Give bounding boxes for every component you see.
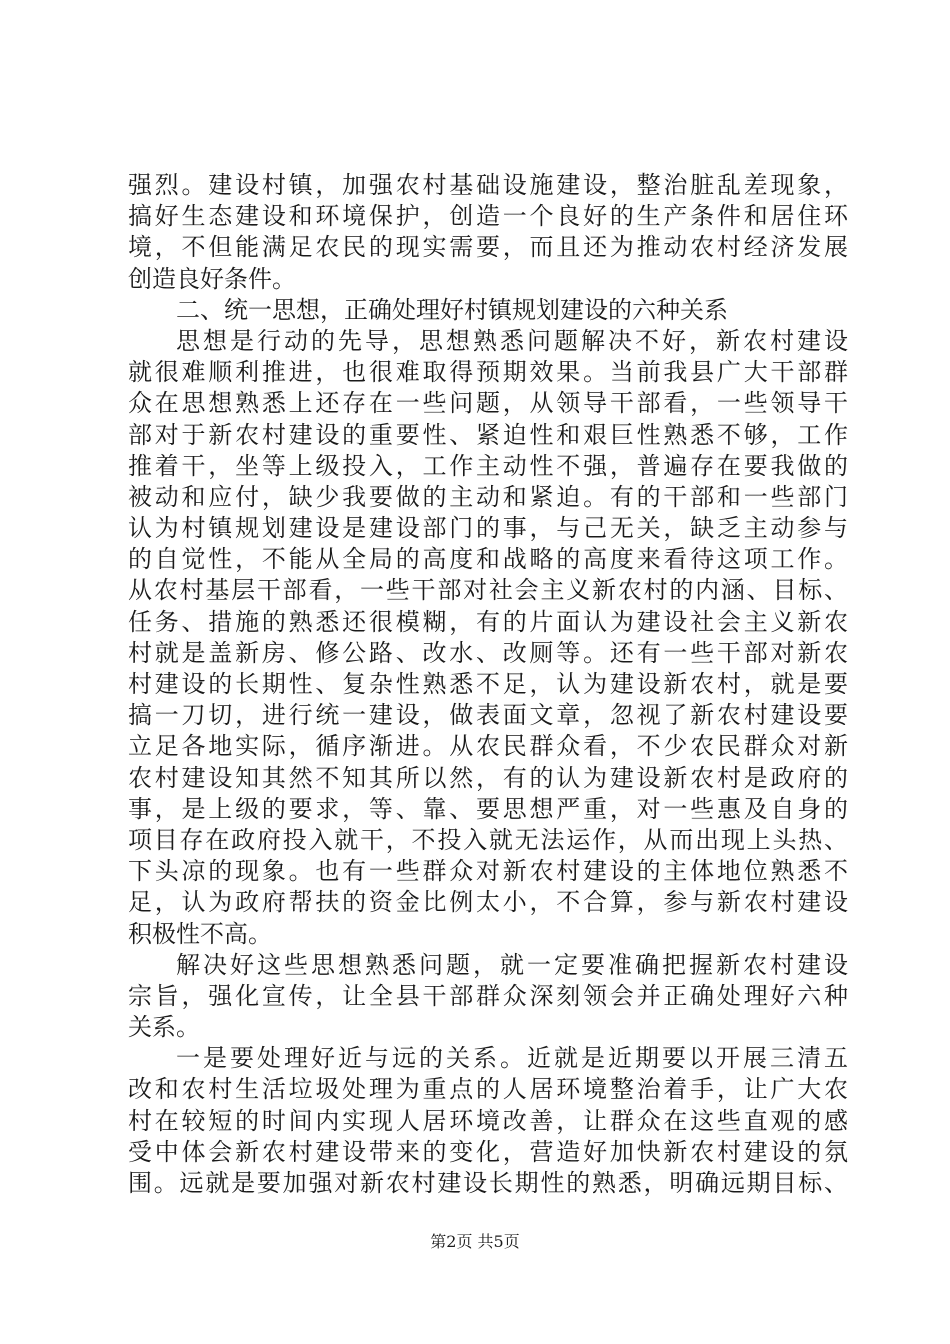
text-line: 村就是盖新房、修公路、改水、改厕等。还有一些干部对新农 xyxy=(128,638,848,667)
page-footer xyxy=(0,1232,950,1252)
text-line: 立足各地实际，循序渐进。从农民群众看，不少农民群众对新 xyxy=(128,732,848,761)
text-line: 项目存在政府投入就干，不投入就无法运作，从而出现上头热、 xyxy=(128,825,848,854)
text-line: 搞好生态建设和环境保护，创造一个良好的生产条件和居住环 xyxy=(128,202,848,231)
text-line: 从农村基层干部看，一些干部对社会主义新农村的内涵、目标、 xyxy=(128,576,848,605)
text-line: 一是要处理好近与远的关系。近就是近期要以开展三清五 xyxy=(176,1044,848,1073)
text-line: 改和农村生活垃圾处理为重点的人居环境整治着手，让广大农 xyxy=(128,1075,848,1104)
text-line: 任务、措施的熟悉还很模糊，有的片面认为建设社会主义新农 xyxy=(128,607,848,636)
text-line: 农村建设知其然不知其所以然，有的认为建设新农村是政府的 xyxy=(128,763,848,792)
text-line: 就很难顺利推进，也很难取得预期效果。当前我县广大干部群 xyxy=(128,358,848,387)
text-line: 积极性不高。 xyxy=(128,919,272,948)
text-line: 境，不但能满足农民的现实需要，而且还为推动农村经济发展 xyxy=(128,233,848,262)
text-line: 认为村镇规划建设是建设部门的事，与己无关，缺乏主动参与 xyxy=(128,514,848,543)
text-line: 围。远就是要加强对新农村建设长期性的熟悉，明确远期目标、 xyxy=(128,1169,848,1197)
text-line: 二、统一思想，正确处理好村镇规划建设的六种关系 xyxy=(176,295,728,324)
document-body xyxy=(128,170,848,1199)
text-line: 思想是行动的先导，思想熟悉问题解决不好，新农村建设 xyxy=(176,326,848,355)
text-line: 推着干，坐等上级投入，工作主动性不强，普遍存在要我做的 xyxy=(128,451,848,480)
text-line: 村建设的长期性、复杂性熟悉不足，认为建设新农村，就是要 xyxy=(128,670,848,698)
text-line: 下头凉的现象。也有一些群众对新农村建设的主体地位熟悉不 xyxy=(128,857,848,886)
text-line: 村在较短的时间内实现人居环境改善，让群众在这些直观的感 xyxy=(128,1106,848,1135)
text-line: 创造良好条件。 xyxy=(128,264,296,293)
text-line: 部对于新农村建设的重要性、紧迫性和艰巨性熟悉不够，工作 xyxy=(128,420,848,449)
text-line: 宗旨，强化宣传，让全县干部群众深刻领会并正确处理好六种 xyxy=(128,981,848,1010)
page-number-label: 第2页 共5页 xyxy=(430,1232,520,1251)
text-line: 的自觉性，不能从全局的高度和战略的高度来看待这项工作。 xyxy=(128,545,848,574)
text-line: 强烈。建设村镇，加强农村基础设施建设，整治脏乱差现象， xyxy=(128,171,848,199)
text-line: 足，认为政府帮扶的资金比例太小，不合算，参与新农村建设 xyxy=(128,888,848,917)
text-line: 事，是上级的要求，等、靠、要思想严重，对一些惠及自身的 xyxy=(128,794,848,823)
text-line: 受中体会新农村建设带来的变化，营造好加快新农村建设的氛 xyxy=(128,1137,848,1166)
text-line: 搞一刀切，进行统一建设，做表面文章，忽视了新农村建设要 xyxy=(128,701,848,730)
text-line: 关系。 xyxy=(128,1013,200,1042)
text-line: 被动和应付，缺少我要做的主动和紧迫。有的干部和一些部门 xyxy=(128,482,848,511)
text-line: 解决好这些思想熟悉问题，就一定要准确把握新农村建设 xyxy=(176,950,848,979)
text-line: 众在思想熟悉上还存在一些问题，从领导干部看，一些领导干 xyxy=(128,389,848,418)
